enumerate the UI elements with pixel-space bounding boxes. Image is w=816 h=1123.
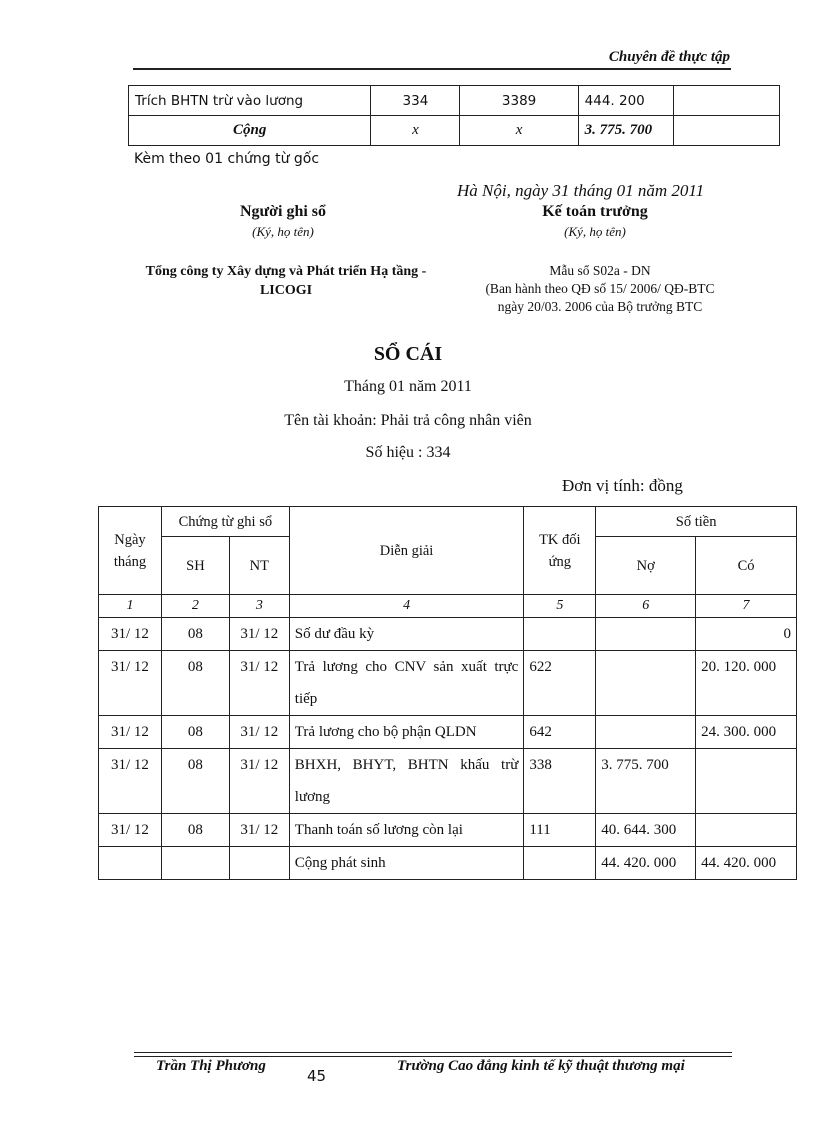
form-date: ngày 20/03. 2006 của Bộ trưởng BTC xyxy=(497,299,703,314)
footer-author: Trần Thị Phương xyxy=(156,1058,266,1074)
cell-sh: 08 xyxy=(161,716,229,749)
cell-tk: 338 xyxy=(524,749,596,814)
debit-account: x xyxy=(371,116,460,146)
cell-desc: Số dư đầu kỳ xyxy=(289,618,524,651)
signer-left-title: Người ghi sổ xyxy=(239,203,327,220)
cell-no xyxy=(596,651,696,716)
cell-sh: 08 xyxy=(161,651,229,716)
form-info xyxy=(450,262,750,316)
account-number: Số hiệu : 334 xyxy=(365,444,451,461)
account-name: Tên tài khoản: Phải trả công nhân viên xyxy=(284,412,532,429)
cell-nt: 31/ 12 xyxy=(229,618,289,651)
cell-desc: Trả lương cho CNV sản xuất trực tiếp xyxy=(289,651,524,716)
debit-account: 334 xyxy=(371,86,460,116)
cell-no xyxy=(596,716,696,749)
organization-name: Tổng công ty Xây dựng và Phát triển Hạ tầng - LICOGI xyxy=(145,264,427,298)
col-header-amount: Số tiền xyxy=(596,507,797,537)
footer-school: Trường Cao đẳng kinh tế kỹ thuật thương mại xyxy=(397,1058,685,1074)
table-row xyxy=(99,618,797,651)
cell-nt: 31/ 12 xyxy=(229,716,289,749)
table-row xyxy=(129,86,780,116)
col-header-nt: NT xyxy=(229,537,289,595)
cell-sh: 08 xyxy=(161,814,229,847)
cell-no: 44. 420. 000 xyxy=(596,847,696,880)
index-cell: 1 xyxy=(99,595,162,618)
index-cell: 7 xyxy=(696,595,797,618)
footer-divider xyxy=(134,1056,732,1057)
col-header-co: Có xyxy=(696,537,797,595)
col-header-sh: SH xyxy=(161,537,229,595)
page-number: 45 xyxy=(307,1067,327,1085)
cell-nt: 31/ 12 xyxy=(229,651,289,716)
cell-co: 24. 300. 000 xyxy=(696,716,797,749)
signer-right-title: Kế toán trưởng xyxy=(542,203,648,220)
header-divider xyxy=(133,68,731,70)
col-header-date: Ngày tháng xyxy=(99,507,162,595)
cell-co: 44. 420. 000 xyxy=(696,847,797,880)
cell-desc: Cộng phát sinh xyxy=(289,847,524,880)
index-cell: 6 xyxy=(596,595,696,618)
cell-tk: 642 xyxy=(524,716,596,749)
credit-account: x xyxy=(460,116,578,146)
cell-nt: 31/ 12 xyxy=(229,749,289,814)
ledger-month: Tháng 01 năm 2011 xyxy=(344,378,472,395)
cell-no: 3. 775. 700 xyxy=(596,749,696,814)
table-row xyxy=(99,814,797,847)
cell-nt: 31/ 12 xyxy=(229,814,289,847)
credit-account: 3389 xyxy=(460,86,578,116)
index-row xyxy=(99,595,797,618)
signer-left-sub: (Ký, họ tên) xyxy=(252,224,314,239)
col-header-no: Nợ xyxy=(596,537,696,595)
cell-date: 31/ 12 xyxy=(99,749,162,814)
row-note xyxy=(673,86,779,116)
index-cell: 2 xyxy=(161,595,229,618)
row-description: Trích BHTN trừ vào lương xyxy=(129,86,371,116)
cell-date: 31/ 12 xyxy=(99,716,162,749)
col-header-tk: TK đối ứng xyxy=(524,507,596,595)
cell-tk: 111 xyxy=(524,814,596,847)
cell-co: 0 xyxy=(696,618,797,651)
ledger-table xyxy=(98,506,797,880)
cell-desc: Trả lương cho bộ phận QLDN xyxy=(289,716,524,749)
footer-divider xyxy=(134,1052,732,1053)
cell-date: 31/ 12 xyxy=(99,814,162,847)
cell-desc: Thanh toán số lương còn lại xyxy=(289,814,524,847)
ledger-title: SỔ CÁI xyxy=(373,343,443,365)
table-row xyxy=(99,651,797,716)
cell-sh: 08 xyxy=(161,618,229,651)
form-code: Mẫu sổ S02a - DN xyxy=(549,263,651,278)
cell-no: 40. 644. 300 xyxy=(596,814,696,847)
table-total-row xyxy=(99,847,797,880)
col-header-desc: Diễn giải xyxy=(289,507,524,595)
total-amount: 3. 775. 700 xyxy=(578,116,673,146)
cell-date: 31/ 12 xyxy=(99,618,162,651)
total-label: Cộng xyxy=(129,116,371,146)
attachment-note: Kèm theo 01 chứng từ gốc xyxy=(134,151,320,167)
cell-co xyxy=(696,814,797,847)
index-cell: 3 xyxy=(229,595,289,618)
unit-label: Đơn vị tính: đồng xyxy=(562,476,683,495)
cell-sh xyxy=(161,847,229,880)
row-note xyxy=(673,116,779,146)
cell-tk: 622 xyxy=(524,651,596,716)
table-row xyxy=(99,716,797,749)
cell-sh: 08 xyxy=(161,749,229,814)
cell-date xyxy=(99,847,162,880)
row-amount: 444. 200 xyxy=(578,86,673,116)
page-header-title: Chuyên đề thực tập xyxy=(608,49,730,65)
index-cell: 5 xyxy=(524,595,596,618)
signer-right-sub: (Ký, họ tên) xyxy=(564,224,626,239)
col-header-voucher: Chứng từ ghi sổ xyxy=(161,507,289,537)
cell-no xyxy=(596,618,696,651)
cell-co: 20. 120. 000 xyxy=(696,651,797,716)
table-total-row xyxy=(129,116,780,146)
table-row xyxy=(99,749,797,814)
cell-nt xyxy=(229,847,289,880)
cell-date: 31/ 12 xyxy=(99,651,162,716)
date-line: Hà Nội, ngày 31 tháng 01 năm 2011 xyxy=(457,181,705,200)
cell-tk xyxy=(524,618,596,651)
cell-co xyxy=(696,749,797,814)
form-decree: (Ban hành theo QĐ số 15/ 2006/ QĐ-BTC xyxy=(485,281,715,296)
index-cell: 4 xyxy=(289,595,524,618)
cell-tk xyxy=(524,847,596,880)
cell-desc: BHXH, BHYT, BHTN khấu trừ lương xyxy=(289,749,524,814)
entry-summary-table xyxy=(128,85,780,146)
